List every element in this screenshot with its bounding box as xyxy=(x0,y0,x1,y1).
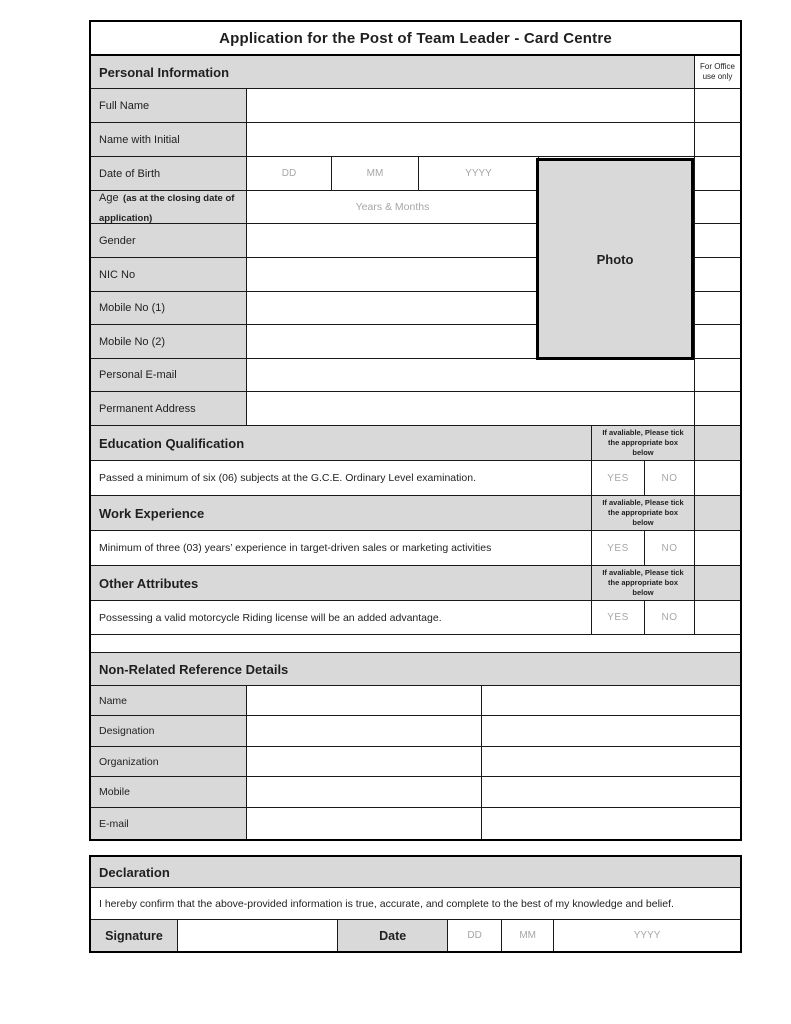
name-initial-label: Name with Initial xyxy=(91,123,246,156)
name-initial-office-cell[interactable] xyxy=(694,123,740,156)
nic-office-cell[interactable] xyxy=(694,258,740,291)
date-label: Date xyxy=(337,920,447,951)
name-initial-input[interactable] xyxy=(246,123,694,156)
ref-organization-label: Organization xyxy=(91,747,246,776)
ref-designation-input-1[interactable] xyxy=(246,716,481,746)
attributes-criterion-row xyxy=(91,601,740,635)
mobile1-label: Mobile No (1) xyxy=(91,292,246,324)
office-use-label: For Office use only xyxy=(694,56,740,88)
email-label: Personal E-mail xyxy=(91,359,246,391)
work-office-cell[interactable] xyxy=(694,531,740,565)
ref-email-row xyxy=(91,808,740,839)
age-label: Age (as at the closing date of application) xyxy=(99,192,235,224)
work-header-row xyxy=(91,496,740,531)
signature-row xyxy=(91,920,740,951)
ref-name-input-2[interactable] xyxy=(481,686,740,715)
full-name-input[interactable] xyxy=(246,89,694,122)
attributes-office-cell[interactable] xyxy=(694,601,740,634)
spacer-cell xyxy=(91,635,740,652)
date-month-input[interactable]: MM xyxy=(501,920,553,951)
ref-mobile-input-1[interactable] xyxy=(246,777,481,807)
ref-organization-input-2[interactable] xyxy=(481,747,740,776)
full-name-row xyxy=(91,89,740,123)
ref-name-input-1[interactable] xyxy=(246,686,481,715)
declaration-heading: Declaration xyxy=(91,857,740,887)
personal-info-header-row xyxy=(91,56,740,89)
date-year-input[interactable]: YYYY xyxy=(553,920,740,951)
address-row xyxy=(91,392,740,426)
attributes-tick-note: If avaliable, Please tick the appropriate box below xyxy=(591,566,694,600)
nic-label: NIC No xyxy=(91,258,246,291)
ref-mobile-label: Mobile xyxy=(91,777,246,807)
attributes-no-tickbox[interactable]: NO xyxy=(644,601,694,634)
email-input[interactable] xyxy=(246,359,694,391)
declaration-statement-row xyxy=(91,888,740,920)
work-yes-tickbox[interactable]: YES xyxy=(591,531,644,565)
attributes-criterion: Possessing a valid motorcycle Riding license will be an added advantage. xyxy=(99,611,442,624)
declaration-statement: I hereby confirm that the above-provided information is true, accurate, and complete to the best of my knowledge and belief. xyxy=(99,897,674,910)
ref-email-input-2[interactable] xyxy=(481,808,740,839)
dob-day-input[interactable]: DD xyxy=(246,157,331,190)
spacer-row xyxy=(91,635,740,653)
education-heading: Education Qualification xyxy=(91,426,591,460)
age-label-cell xyxy=(91,191,246,223)
full-name-label: Full Name xyxy=(91,89,246,122)
dob-office-cell[interactable] xyxy=(694,157,740,190)
dob-year-input[interactable]: YYYY xyxy=(418,157,538,190)
photo-upload-box[interactable] xyxy=(536,158,694,360)
mobile1-office-cell[interactable] xyxy=(694,292,740,324)
mobile2-label: Mobile No (2) xyxy=(91,325,246,358)
education-criterion: Passed a minimum of six (06) subjects at the G.C.E. Ordinary Level examination. xyxy=(99,472,476,484)
education-yes-tickbox[interactable]: YES xyxy=(591,461,644,495)
education-office-cell[interactable] xyxy=(694,461,740,495)
age-office-cell[interactable] xyxy=(694,191,740,223)
mobile2-office-cell[interactable] xyxy=(694,325,740,358)
photo-label: Photo xyxy=(596,251,634,267)
references-header-row xyxy=(91,653,740,686)
signature-label: Signature xyxy=(91,920,177,951)
email-row xyxy=(91,359,740,392)
application-form xyxy=(89,20,742,953)
email-office-cell[interactable] xyxy=(694,359,740,391)
ref-name-label: Name xyxy=(91,686,246,715)
education-header-row xyxy=(91,426,740,461)
personal-info-heading: Personal Information xyxy=(91,56,694,88)
work-criterion: Minimum of three (03) years’ experience in target-driven sales or marketing activities xyxy=(99,542,492,554)
date-day-input[interactable]: DD xyxy=(447,920,501,951)
ref-designation-label: Designation xyxy=(91,716,246,746)
attributes-header-office-cell xyxy=(694,566,740,600)
education-tick-note: If avaliable, Please tick the appropriate box below xyxy=(591,426,694,460)
ref-organization-input-1[interactable] xyxy=(246,747,481,776)
work-header-office-cell xyxy=(694,496,740,530)
full-name-office-cell[interactable] xyxy=(694,89,740,122)
work-criterion-row xyxy=(91,531,740,566)
address-input[interactable] xyxy=(246,392,694,425)
name-initial-row xyxy=(91,123,740,157)
education-criterion-row xyxy=(91,461,740,496)
dob-month-input[interactable]: MM xyxy=(331,157,418,190)
ref-organization-row xyxy=(91,747,740,777)
ref-designation-input-2[interactable] xyxy=(481,716,740,746)
ref-designation-row xyxy=(91,716,740,747)
signature-input[interactable] xyxy=(177,920,337,951)
ref-name-row xyxy=(91,686,740,716)
declaration-header-row xyxy=(91,857,740,888)
gender-label: Gender xyxy=(91,224,246,257)
education-no-tickbox[interactable]: NO xyxy=(644,461,694,495)
form-title: Application for the Post of Team Leader - Card Centre xyxy=(219,29,612,47)
declaration-table xyxy=(89,855,742,953)
attributes-heading: Other Attributes xyxy=(91,566,591,600)
ref-email-input-1[interactable] xyxy=(246,808,481,839)
ref-email-label: E-mail xyxy=(91,808,246,839)
attributes-yes-tickbox[interactable]: YES xyxy=(591,601,644,634)
education-header-office-cell xyxy=(694,426,740,460)
age-input[interactable]: Years & Months xyxy=(246,191,538,223)
address-office-cell[interactable] xyxy=(694,392,740,425)
ref-mobile-input-2[interactable] xyxy=(481,777,740,807)
work-no-tickbox[interactable]: NO xyxy=(644,531,694,565)
form-title-box xyxy=(89,20,742,56)
gender-office-cell[interactable] xyxy=(694,224,740,257)
dob-label: Date of Birth xyxy=(91,157,246,190)
references-heading: Non-Related Reference Details xyxy=(91,653,740,685)
address-label: Permanent Address xyxy=(91,392,246,425)
work-heading: Work Experience xyxy=(91,496,591,530)
attributes-header-row xyxy=(91,566,740,601)
work-tick-note: If avaliable, Please tick the appropriate box below xyxy=(591,496,694,530)
ref-mobile-row xyxy=(91,777,740,808)
